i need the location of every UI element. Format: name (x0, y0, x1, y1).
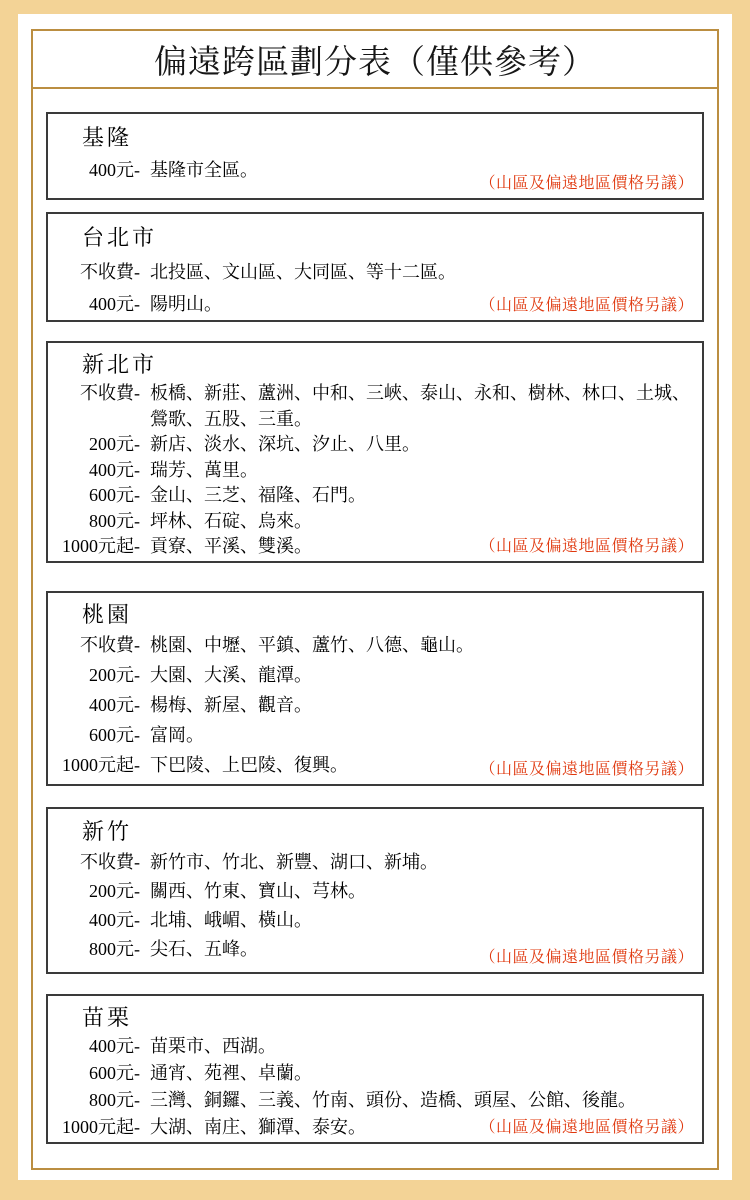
area-list: 三灣、銅鑼、三義、竹南、頭份、造橋、頭屋、公館、後龍。 (150, 1090, 636, 1110)
price-row (54, 660, 696, 690)
region-box (46, 994, 704, 1144)
region-title: 桃園 (82, 602, 133, 627)
area-list: 下巴陵、上巴陵、復興。 (150, 755, 348, 775)
price-label: 600元- (89, 1063, 140, 1083)
remote-price-note: （山區及偏遠地區價格另議） (479, 297, 694, 314)
price-label: 400元- (89, 910, 140, 930)
price-rows (54, 630, 696, 780)
price-label: 1000元起- (62, 1117, 140, 1137)
price-label: 600元- (89, 725, 140, 745)
area-list: 坪林、石碇、烏來。 (150, 510, 312, 531)
price-row (54, 848, 696, 877)
price-row (54, 509, 696, 535)
inner-white-panel (18, 14, 732, 1180)
area-list: 北埔、峨嵋、橫山。 (150, 910, 312, 930)
area-list: 大園、大溪、龍潭。 (150, 665, 312, 685)
price-row (54, 720, 696, 750)
remote-price-note: （山區及偏遠地區價格另議） (479, 949, 694, 966)
price-label: 不收費- (80, 383, 140, 403)
area-list: 金山、三芝、福隆、石門。 (150, 485, 366, 505)
region-box (46, 112, 704, 200)
region-title: 新竹 (82, 819, 133, 844)
title-band (33, 31, 717, 89)
price-label: 800元- (89, 510, 140, 531)
area-list: 大湖、南庄、獅潭、泰安。 (150, 1117, 366, 1137)
area-list: 通宵、苑裡、卓蘭。 (150, 1063, 312, 1083)
region-box (46, 807, 704, 974)
area-list: 基隆市全區。 (150, 160, 258, 180)
remote-price-note: （山區及偏遠地區價格另議） (479, 761, 694, 778)
price-row (54, 877, 696, 906)
region-sections (33, 89, 717, 1144)
area-list: 貢寮、平溪、雙溪。 (150, 536, 312, 556)
price-rows (54, 381, 696, 560)
region-box (46, 212, 704, 322)
price-row (54, 906, 696, 935)
price-label: 400元- (89, 459, 140, 480)
area-list: 瑞芳、萬里。 (150, 459, 258, 480)
area-list: 尖石、五峰。 (150, 939, 258, 959)
area-list: 新竹市、竹北、新豐、湖口、新埔。 (150, 852, 438, 872)
area-list: 楊梅、新屋、觀音。 (150, 695, 312, 715)
price-label: 800元- (89, 1090, 140, 1110)
region-title: 苗栗 (82, 1005, 133, 1030)
price-row (54, 256, 696, 288)
area-list: 關西、竹東、寶山、芎林。 (150, 881, 366, 901)
remote-price-note: （山區及偏遠地區價格另議） (479, 538, 694, 555)
price-row (54, 1033, 696, 1060)
price-row (54, 630, 696, 660)
region-box (46, 341, 704, 563)
area-list: 苗栗市、西湖。 (150, 1036, 276, 1056)
area-list: 陽明山。 (150, 294, 222, 314)
area-list: 桃園、中壢、平鎮、蘆竹、八德、龜山。 (150, 635, 474, 655)
price-row (54, 381, 696, 432)
price-label: 400元- (89, 294, 140, 314)
region-box (46, 591, 704, 786)
price-label: 200元- (89, 434, 140, 454)
remote-price-note: （山區及偏遠地區價格另議） (479, 175, 694, 192)
price-label: 400元- (89, 1036, 140, 1056)
price-row (54, 458, 696, 484)
price-label: 不收費- (80, 635, 140, 655)
region-title: 基隆 (82, 125, 133, 150)
price-row (54, 1060, 696, 1087)
area-list: 北投區、文山區、大同區、等十二區。 (150, 262, 456, 282)
area-list: 新店、淡水、深坑、汐止、八里。 (150, 434, 420, 454)
price-label: 800元- (89, 939, 140, 959)
price-label: 不收費- (80, 852, 140, 872)
price-label: 不收費- (80, 262, 140, 282)
price-row (54, 1087, 696, 1114)
price-label: 600元- (89, 485, 140, 505)
price-label: 1000元起- (62, 536, 140, 556)
price-label: 1000元起- (62, 755, 140, 775)
price-label: 200元- (89, 881, 140, 901)
price-label: 400元- (89, 160, 140, 180)
area-list: 富岡。 (150, 725, 204, 745)
remote-price-note: （山區及偏遠地區價格另議） (479, 1119, 694, 1136)
area-list: 板橋、新莊、蘆洲、中和、三峽、泰山、永和、樹林、林口、土城、鶯歌、五股、三重。 (150, 383, 690, 429)
price-label: 200元- (89, 665, 140, 685)
region-title: 新北市 (82, 352, 158, 377)
region-title: 台北市 (82, 225, 158, 250)
gold-frame (31, 29, 719, 1170)
price-row (54, 690, 696, 720)
price-row (54, 483, 696, 509)
page-title: 偏遠跨區劃分表（僅供參考） (154, 42, 596, 80)
price-row (54, 432, 696, 458)
price-label: 400元- (89, 695, 140, 715)
